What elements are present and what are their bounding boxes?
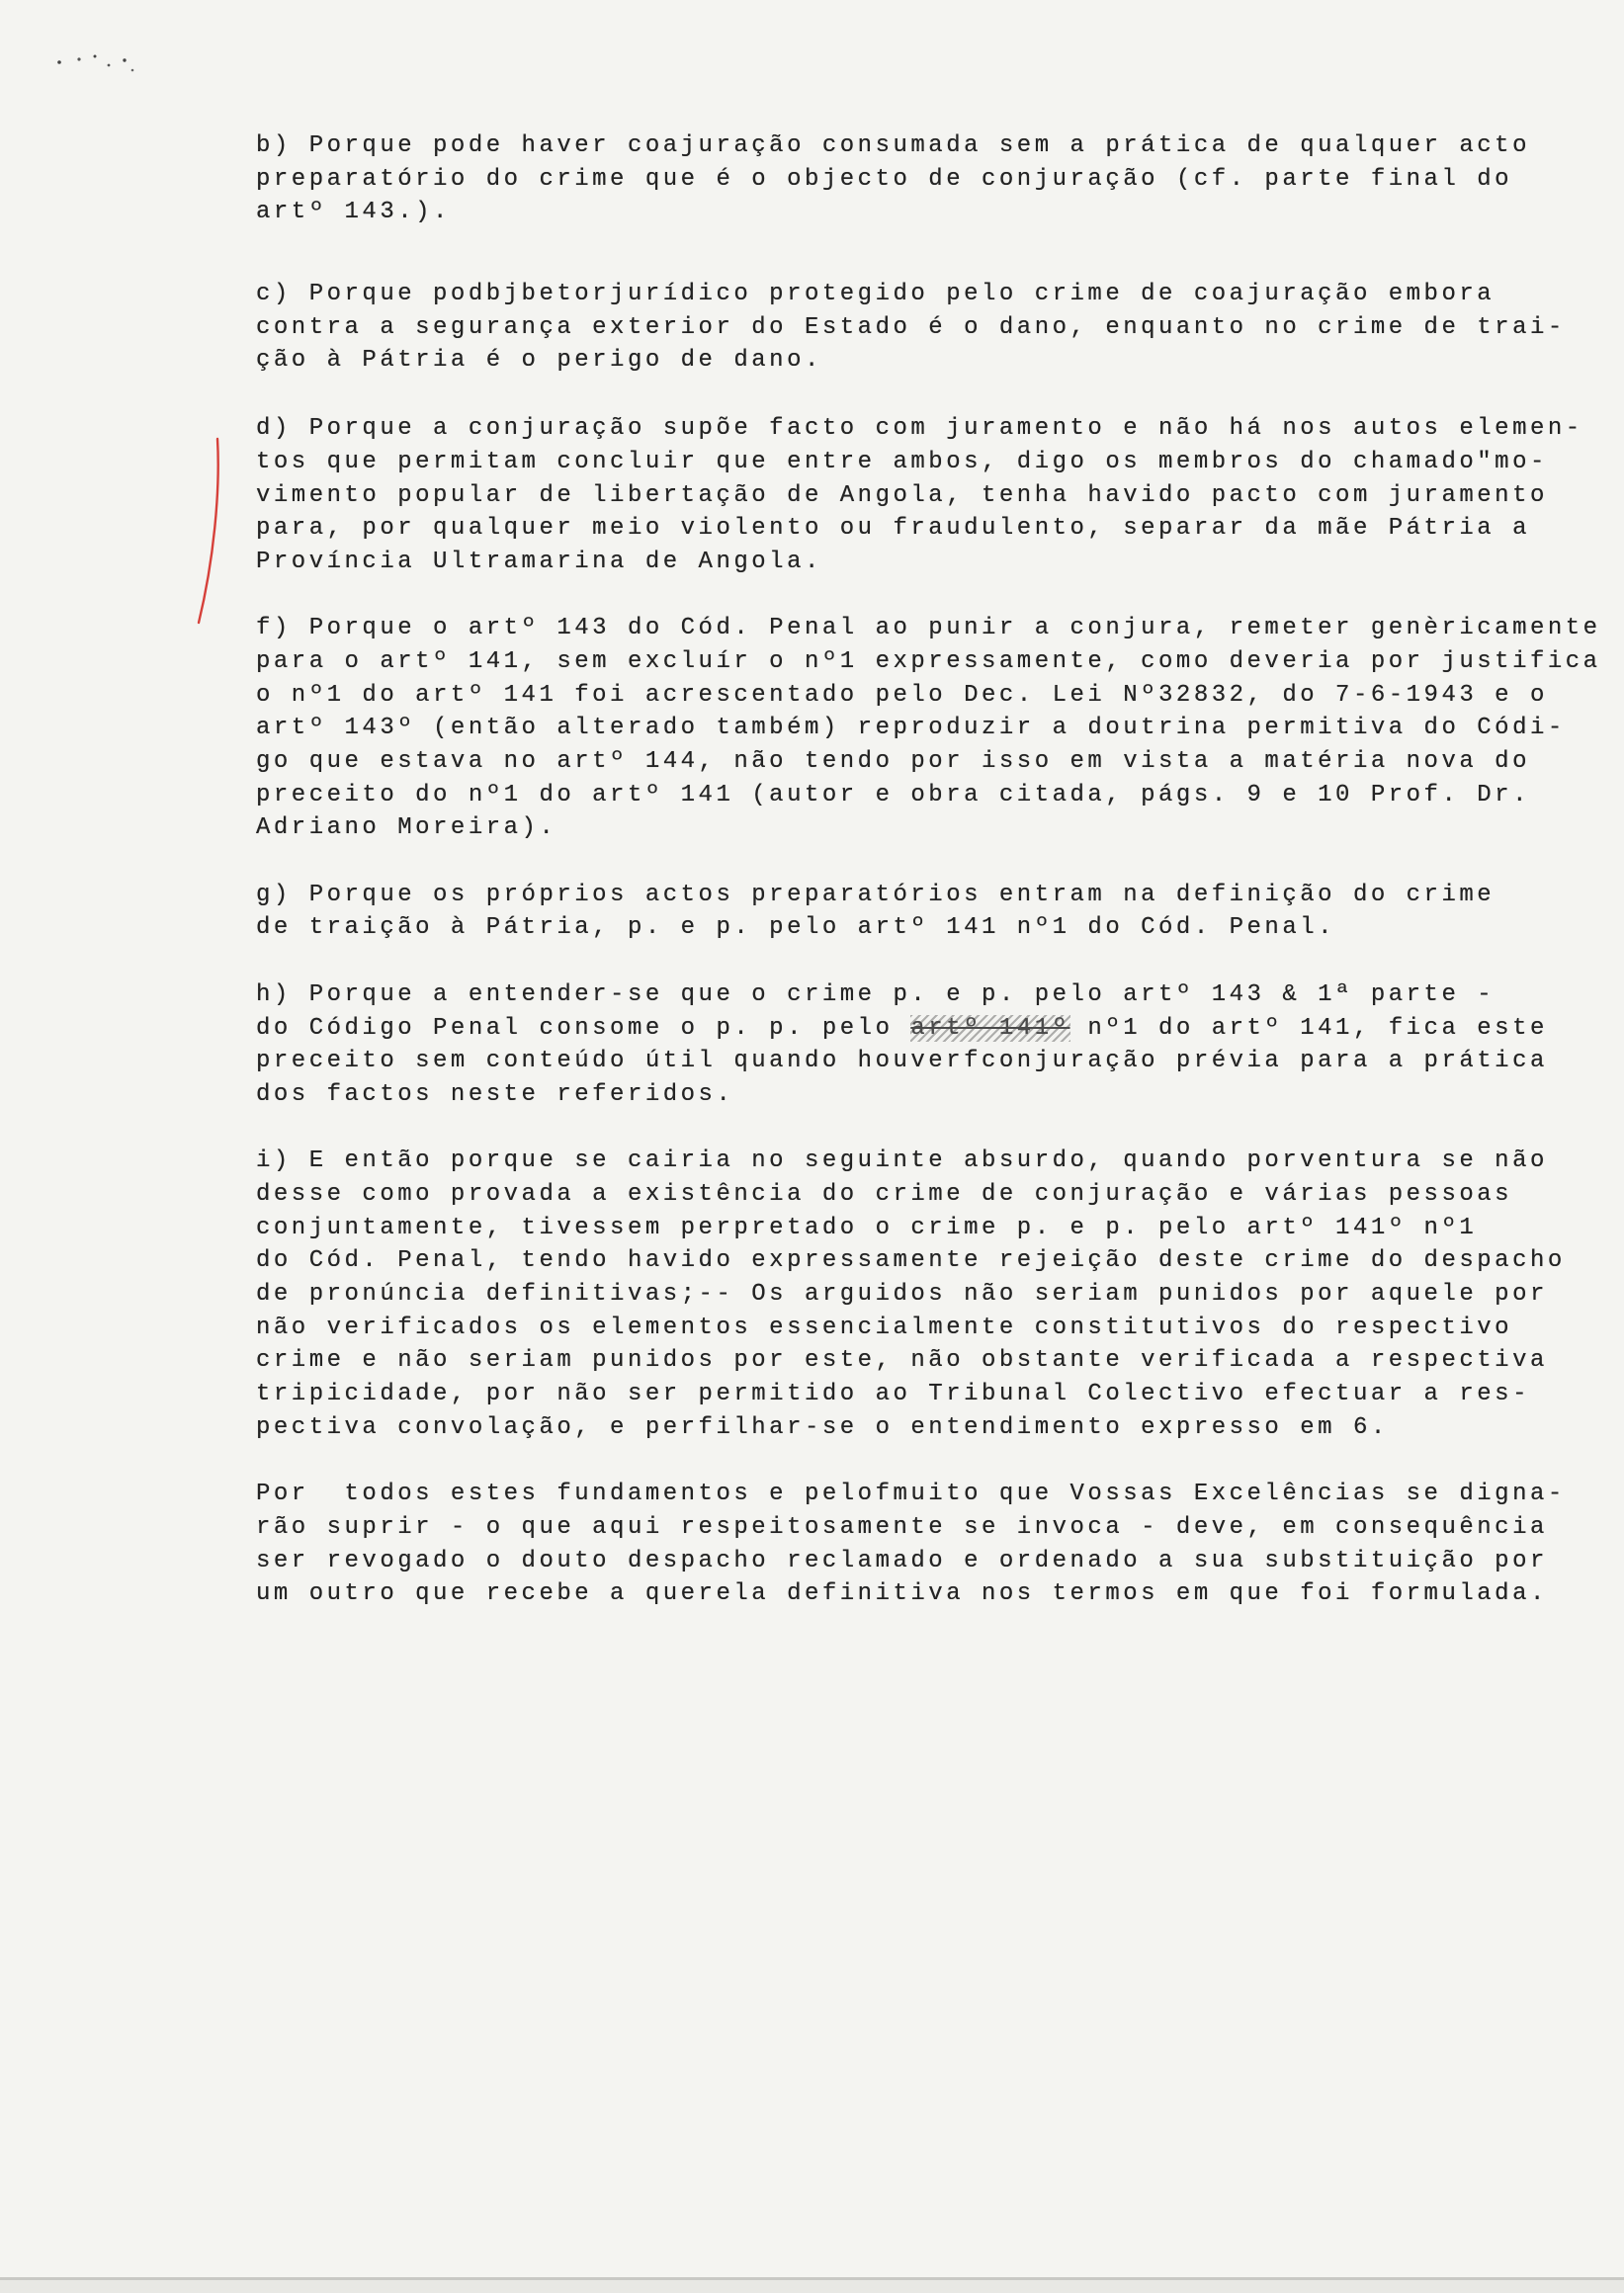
scan-bottom-strip <box>0 2280 1624 2293</box>
text-line: preceito do nº1 do artº 141 (autor e obra citada, págs. 9 e 10 Prof. Dr. <box>256 781 1530 808</box>
text-line: um outro que recebe a querela definitiva nos termos em que foi formulada. <box>256 1580 1548 1608</box>
text-line: para, por qualquer meio violento ou fraudulento, separar da mãe Pátria a <box>256 515 1530 543</box>
text-line: desse como provada a existência do crime de conjuração e várias pessoas <box>256 1180 1513 1208</box>
text-line: preceito sem conteúdo útil quando houverfconjuração prévia para a prática <box>256 1048 1548 1075</box>
paragraph-h <box>256 978 1601 1112</box>
scan-specks <box>49 44 148 84</box>
text-line: d) Porque a conjuração supõe facto com juramento e não há nos autos elemen- <box>256 415 1583 443</box>
text-line: b) Porque pode haver coajuração consumada sem a prática de qualquer acto <box>256 132 1530 159</box>
text-line: de pronúncia definitivas;-- Os arguidos não seriam punidos por aquele por <box>256 1281 1548 1308</box>
text-line: preparatório do crime que é o objecto de conjuração (cf. parte final do <box>256 165 1513 193</box>
paragraph-i <box>256 1145 1601 1444</box>
paragraph-f <box>256 612 1601 845</box>
text-line: ser revogado o douto despacho reclamado e ordenado a sua substituição por <box>256 1547 1548 1574</box>
text-line: não verificados os elementos essencialmente constitutivos do respectivo <box>256 1314 1513 1341</box>
text-segment: do Código Penal consome o p. p. pelo <box>256 1014 911 1042</box>
text-line: o nº1 do artº 141 foi acrescentado pelo Dec. Lei Nº32832, do 7-6-1943 e o <box>256 681 1548 709</box>
text-line: Província Ultramarina de Angola. <box>256 548 822 575</box>
paragraph-g <box>256 879 1601 945</box>
text-line: artº 143º (então alterado também) reproduzir a doutrina permitiva do Códi- <box>256 715 1566 742</box>
text-line-with-correction <box>256 1012 1601 1046</box>
text-line: f) Porque o artº 143 do Cód. Penal ao punir a conjura, remeter genèricamente <box>256 615 1601 642</box>
struck-out-text: artº 141º <box>910 1014 1070 1042</box>
text-line: h) Porque a entender-se que o crime p. e p. pelo artº 143 & 1ª parte - <box>256 980 1496 1008</box>
text-line: conjuntamente, tivessem perpretado o crime p. e p. pelo artº 141º nº1 <box>256 1214 1478 1241</box>
paragraph-c <box>256 278 1601 378</box>
document-body <box>256 129 1601 1645</box>
text-line: rão suprir - o que aqui respeitosamente se invoca - deve, em consequência <box>256 1513 1548 1541</box>
text-line: g) Porque os próprios actos preparatórios entram na definição do crime <box>256 881 1496 908</box>
red-margin-mark <box>188 433 231 631</box>
paragraph-d <box>256 412 1601 578</box>
text-line: ção à Pátria é o perigo de dano. <box>256 347 822 375</box>
red-pen-stroke <box>199 439 218 623</box>
text-line: pectiva convolação, e perfilhar-se o entendimento expresso em 6. <box>256 1413 1389 1441</box>
text-line: vimento popular de libertação de Angola, tenha havido pacto com juramento <box>256 481 1548 509</box>
text-line: dos factos neste referidos. <box>256 1080 734 1108</box>
text-line: go que estava no artº 144, não tendo por isso em vista a matéria nova do <box>256 748 1530 775</box>
text-line: Por todos estes fundamentos e pelofmuito que Vossas Excelências se digna- <box>256 1481 1566 1508</box>
text-line: c) Porque podbjbetorjurídico protegido pelo crime de coajuração embora <box>256 281 1496 308</box>
paragraph-b <box>256 129 1601 229</box>
text-line: de traição à Pátria, p. e p. pelo artº 141 nº1 do Cód. Penal. <box>256 914 1336 942</box>
text-line: i) E então porque se cairia no seguinte absurdo, quando porventura se não <box>256 1147 1548 1175</box>
text-line: crime e não seriam punidos por este, não obstante verificada a respectiva <box>256 1347 1548 1375</box>
text-line: tripicidade, por não ser permitido ao Tribunal Colectivo efectuar a res- <box>256 1381 1530 1408</box>
text-line: contra a segurança exterior do Estado é o dano, enquanto no crime de trai- <box>256 313 1566 341</box>
text-line: artº 143.). <box>256 199 451 226</box>
text-line: do Cód. Penal, tendo havido expressamente rejeição deste crime do despacho <box>256 1247 1566 1275</box>
closing-paragraph <box>256 1478 1601 1611</box>
text-line: Adriano Moreira). <box>256 814 557 842</box>
text-segment: nº1 do artº 141, fica este <box>1069 1014 1548 1042</box>
text-line: tos que permitam concluir que entre ambos, digo os membros do chamado"mo- <box>256 448 1548 475</box>
text-line: para o artº 141, sem excluír o nº1 expressamente, como deveria por justifica <box>256 647 1601 675</box>
